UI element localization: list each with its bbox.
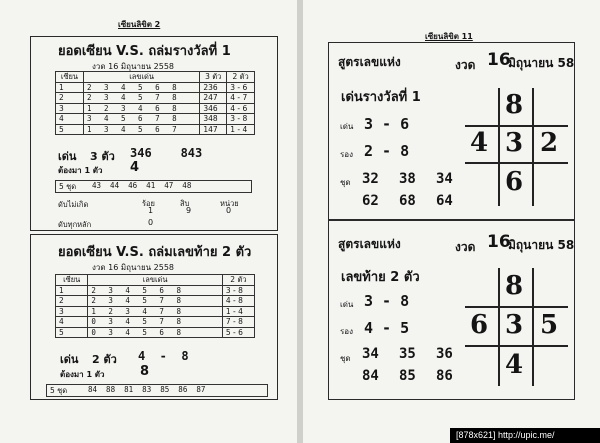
- row-two: 1 - 4: [222, 306, 254, 317]
- row-digits: 0 3 4 5 7 8: [88, 317, 223, 328]
- s2-date-day: 16: [487, 232, 511, 252]
- row-number: 1: [56, 82, 84, 93]
- t2-set-values: 84 88 81 83 85 86 87: [88, 385, 206, 394]
- t2-lead-2: 2 ตัว: [92, 353, 117, 366]
- s1-grid-v1: [498, 88, 500, 206]
- t1-pos-v3: 0: [226, 206, 232, 215]
- right-page-label: เซียนลิขิต 11: [425, 32, 473, 41]
- table-row: [56, 103, 255, 114]
- s2-grid-h2: [465, 345, 568, 347]
- s1-set-0: 32: [362, 171, 379, 187]
- s1-second-value: 2 - 8: [364, 142, 410, 160]
- s2-set-4: 85: [399, 368, 416, 384]
- s2-set-5: 86: [436, 368, 453, 384]
- s2-grid-h1: [465, 306, 568, 308]
- row-digits: 1 2 3 4 7 8: [88, 306, 223, 317]
- row-three: 348: [200, 114, 227, 125]
- row-two: 4 - 7: [227, 93, 255, 104]
- s2-grid-left: 6: [470, 310, 489, 340]
- t2-lead-label: เด่น: [60, 353, 79, 366]
- s1-second-label: รอง: [340, 150, 354, 159]
- t1-lead-values: 346 843: [130, 146, 203, 160]
- page-spine: [297, 0, 303, 443]
- row-number: 3: [56, 103, 84, 114]
- s1-grid-v2: [532, 88, 534, 206]
- row-digits: 2 3 4 5 6 8: [83, 82, 199, 93]
- left-t2-date: งวด 16 มิถุนายน 2558: [92, 263, 174, 272]
- row-two: 3 - 8: [222, 285, 254, 296]
- t1-stop-label: ดับทุกหลัก: [58, 220, 92, 229]
- table-row: [56, 285, 255, 296]
- row-number: 2: [56, 93, 84, 104]
- row-number: 5: [56, 327, 88, 338]
- t1-stop-value: 0: [148, 218, 154, 227]
- s1-lead-value: 3 - 6: [364, 115, 410, 133]
- t2-set-label: 5 ชุด: [50, 386, 68, 395]
- t2-header-two: 2 ตัว: [222, 275, 254, 286]
- t1-follow-label: ต้องมา 1 ตัว: [58, 166, 103, 175]
- t1-pos-v2: 9: [186, 206, 192, 215]
- watermark-text: [878x621] http://upic.me/: [456, 430, 555, 440]
- t1-follow-value: 4: [130, 160, 140, 175]
- left-t2-title: ยอดเซียน V.S. ถล่มเลขท้าย 2 ตัว: [58, 245, 252, 260]
- row-two: 5 - 6: [222, 327, 254, 338]
- t1-set-values: 43 44 46 41 47 48: [92, 181, 192, 190]
- t2-lead-values: 4 - 8: [138, 349, 189, 363]
- table-row: [56, 82, 255, 93]
- t1-header-two: 2 ตัว: [227, 72, 255, 83]
- row-two: 4 - 6: [227, 103, 255, 114]
- s1-grid-center: 3: [505, 128, 524, 158]
- s1-grid-h2: [465, 162, 568, 164]
- left-t1-date: งวด 16 มิถุนายน 2558: [92, 62, 174, 71]
- s1-set-5: 64: [436, 193, 453, 209]
- row-digits: 2 3 4 5 6 8: [88, 285, 223, 296]
- row-number: 4: [56, 317, 88, 328]
- s1-set-label: ชุด: [340, 178, 351, 187]
- s2-date-rest: มิถุนายน 58: [508, 238, 575, 252]
- row-number: 3: [56, 306, 88, 317]
- s1-grid-right: 2: [540, 128, 559, 158]
- row-number: 5: [56, 124, 84, 135]
- s1-set-1: 38: [399, 171, 416, 187]
- s1-date-day: 16: [487, 50, 511, 70]
- s1-date-prefix: งวด: [455, 58, 476, 72]
- left-t2-table: [55, 274, 255, 338]
- s1-date-rest: มิถุนายน 58: [508, 56, 575, 70]
- row-digits: 1 2 3 4 6 8: [83, 103, 199, 114]
- s2-grid-bottom: 4: [505, 350, 524, 380]
- row-three: 147: [200, 124, 227, 135]
- t2-header-digits: เลขเด่น: [88, 275, 223, 286]
- s1-lead-label: เด่น: [340, 122, 354, 131]
- s1-grid-left: 4: [470, 128, 489, 158]
- t1-pos-h2: สิบ: [180, 199, 190, 208]
- t1-pos-label: ดับไม่เกิด: [58, 200, 89, 209]
- t2-follow-label: ต้องมา 1 ตัว: [60, 370, 105, 379]
- row-three: 247: [200, 93, 227, 104]
- s2-grid-right: 5: [540, 310, 559, 340]
- row-digits: 2 3 4 5 7 8: [83, 93, 199, 104]
- s1-grid-top: 8: [505, 90, 524, 120]
- table-row: [56, 317, 255, 328]
- t1-pos-v1: 1: [148, 206, 154, 215]
- s2-set-3: 84: [362, 368, 379, 384]
- t1-set-label: 5 ชุด: [59, 182, 77, 191]
- row-digits: 2 3 4 5 7 8: [88, 296, 223, 307]
- s2-grid-v1: [498, 268, 500, 386]
- s2-second-value: 4 - 5: [364, 319, 410, 337]
- s2-lead-value: 3 - 8: [364, 292, 410, 310]
- row-number: 2: [56, 296, 88, 307]
- right-divider: [328, 219, 575, 221]
- s1-set-3: 62: [362, 193, 379, 209]
- t1-pos-h3: หน่วย: [220, 199, 239, 208]
- s1-title: สูตรเลขแห่ง: [338, 55, 401, 69]
- table-row: [56, 93, 255, 104]
- table-row: [56, 327, 255, 338]
- s2-set-0: 34: [362, 346, 379, 362]
- table-row: [56, 124, 255, 135]
- s2-set-label: ชุด: [340, 354, 351, 363]
- t1-header-digits: เลขเด่น: [83, 72, 199, 83]
- s2-set-1: 35: [399, 346, 416, 362]
- left-t1-table: [55, 71, 255, 135]
- row-two: 3 - 6: [227, 82, 255, 93]
- row-two: 1 - 4: [227, 124, 255, 135]
- s2-second-label: รอง: [340, 327, 354, 336]
- s2-grid-top: 8: [505, 271, 524, 301]
- s1-grid-h1: [465, 125, 568, 127]
- s1-set-2: 34: [436, 171, 453, 187]
- table-row: [56, 296, 255, 307]
- row-three: 236: [200, 82, 227, 93]
- row-number: 1: [56, 285, 88, 296]
- s2-date-prefix: งวด: [455, 240, 476, 254]
- table-row: [56, 114, 255, 125]
- row-two: 3 - 8: [227, 114, 255, 125]
- t2-header-sian: เซียน: [56, 275, 88, 286]
- s2-grid-center: 3: [505, 310, 524, 340]
- row-two: 7 - 8: [222, 317, 254, 328]
- row-two: 4 - 8: [222, 296, 254, 307]
- row-digits: 0 3 4 5 6 8: [88, 327, 223, 338]
- row-number: 4: [56, 114, 84, 125]
- t1-header-sian: เซียน: [56, 72, 84, 83]
- t1-header-three: 3 ตัว: [200, 72, 227, 83]
- left-t1-title: ยอดเซียน V.S. ถล่มรางวัลที่ 1: [58, 44, 231, 59]
- s2-subtitle: เลขท้าย 2 ตัว: [341, 270, 420, 285]
- s2-title: สูตรเลขแห่ง: [338, 237, 401, 251]
- s2-lead-label: เด่น: [340, 300, 354, 309]
- s1-set-4: 68: [399, 193, 416, 209]
- s2-set-2: 36: [436, 346, 453, 362]
- s1-grid-bottom: 6: [505, 167, 524, 197]
- t1-lead-label: เด่น: [58, 150, 77, 163]
- s2-grid-v2: [532, 268, 534, 386]
- row-three: 346: [200, 103, 227, 114]
- t1-lead-3: 3 ตัว: [90, 150, 115, 163]
- left-page-label: เซียนลิขิต 2: [118, 20, 161, 29]
- t1-pos-h1: ร้อย: [142, 199, 155, 208]
- row-digits: 1 3 4 5 6 7: [83, 124, 199, 135]
- row-digits: 3 4 5 6 7 8: [83, 114, 199, 125]
- table-row: [56, 306, 255, 317]
- s1-subtitle: เด่นรางวัลที่ 1: [341, 90, 421, 105]
- t2-follow-value: 8: [140, 364, 150, 379]
